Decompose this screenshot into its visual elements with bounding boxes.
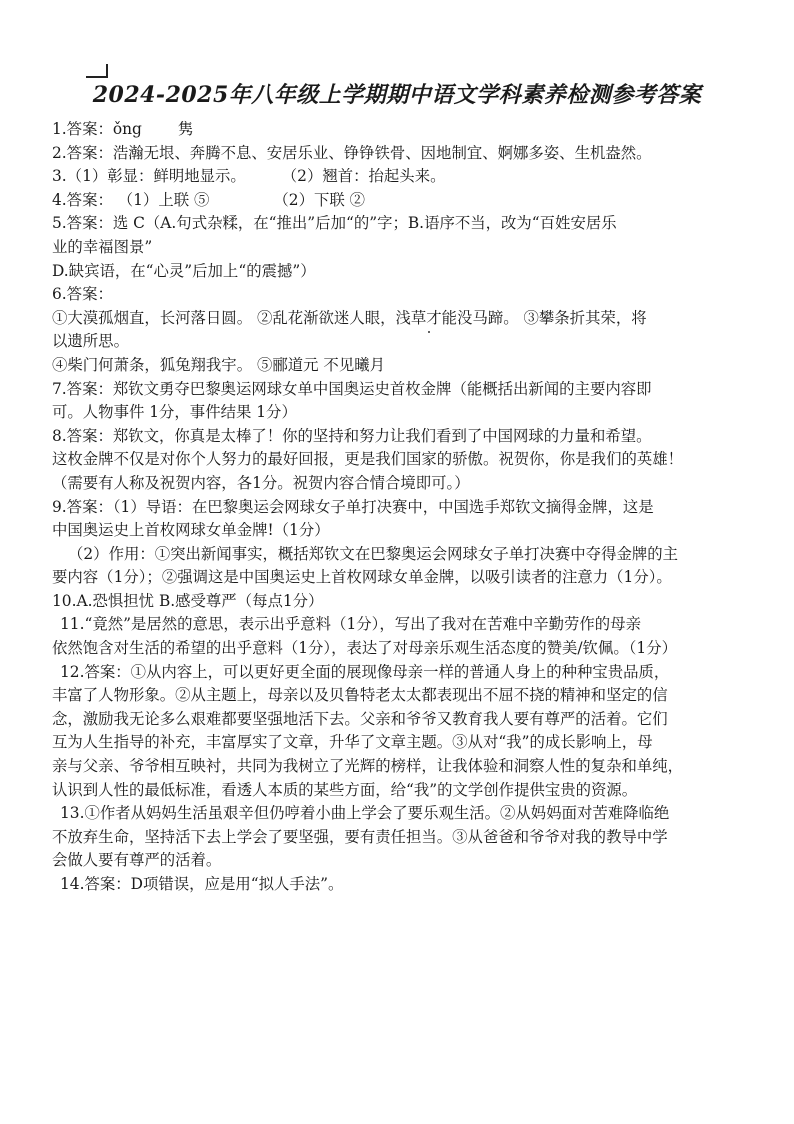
answer-line: 12.答案：①从内容上，可以更好更全面的展现像母亲一样的普通人身上的种种宝贵品质，	[60, 662, 670, 681]
answer-line: 认识到人性的最低标准，看透人本质的某些方面，给“我”的文学创作提供宝贵的资源。	[52, 780, 638, 799]
answer-line: 念，激励我无论多么艰难都要坚强地活下去。父亲和爷爷又教育我人要有尊严的活着。它们	[52, 709, 668, 728]
answer-line: 依然饱含对生活的希望的出乎意料（1分），表达了对母亲乐观生活态度的赞美/钦佩。（1分）	[52, 639, 677, 658]
answer-line: 13.①作者从妈妈生活虽艰辛但仍哼着小曲上学会了要乐观生活。②从妈妈面对苦难降临绝	[60, 804, 670, 823]
answer-line: 可。人物事件 1分，事件结果 1分）	[52, 403, 297, 422]
answer-line: 14.答案：D项错误，应是用“拟人手法”。	[60, 875, 344, 893]
answer-line: 会做人要有尊严的活着。	[52, 851, 222, 870]
answer-line: 11.“竟然”是居然的意思，表示出乎意料（1分），写出了我对在苦难中辛勤劳作的母亲	[60, 615, 641, 634]
answer-line: 亲与父亲、爷爷相互映衬，共同为我树立了光辉的榜样，让我体验和洞察人性的复杂和单纯，	[52, 757, 684, 776]
answer-line: 9.答案：（1）导语：在巴黎奥运会网球女子单打决赛中，中国选手郑钦文摘得金牌，这是	[52, 497, 654, 516]
answer-line: （需要有人称及祝贺内容，各1分。祝贺内容合情合境即可。）	[52, 473, 470, 492]
answer-line: 4.答案： （1）上联 ⑤ （2）下联 ②	[52, 190, 366, 209]
answer-line: 2.答案：浩瀚无垠、奔腾不息、安居乐业、铮铮铁骨、因地制宜、婀娜多姿、生机盎然。	[52, 143, 652, 162]
page-title: 2024-2025年八年级上学期期中语文学科素养检测参考答案	[92, 82, 702, 108]
answer-line: 6.答案：	[52, 285, 113, 304]
answer-line: 这枚金牌不仅是对你个人努力的最好回报，更是我们国家的骄傲。祝贺你，你是我们的英雄！	[52, 450, 684, 469]
answer-line: 8.答案：郑钦文，你真是太棒了！你的坚持和努力让我们看到了中国网球的力量和希望。	[52, 426, 652, 445]
corner-mark	[86, 64, 108, 78]
answer-line: 以遗所思。	[52, 332, 129, 351]
answer-line: （2）作用：①突出新闻事实，概括郑钦文在巴黎奥运会网球女子单打决赛中夺得金牌的主	[68, 544, 679, 563]
answer-line: 3.（1）彰显：鲜明地显示。 （2）翘首：抬起头来。	[52, 167, 446, 186]
answer-line: 丰富了人物形象。②从主题上，母亲以及贝鲁特老太太都表现出不屈不挠的精神和坚定的信	[52, 686, 668, 705]
answer-line: 业的幸福图景”	[52, 237, 153, 256]
answer-line: 不放弃生命，坚持活下去上学会了要坚强，要有责任担当。③从爸爸和爷爷对我的教导中学	[52, 827, 668, 846]
answer-line: ①大漠孤烟直，长河落日圆。 ②乱花渐欲迷人眼，浅草才能没马蹄。 ③攀条折其荣，将	[52, 308, 647, 327]
answer-line: D.缺宾语，在“心灵”后加上“的震撼”）	[52, 261, 316, 280]
answer-line: ④柴门何萧条，狐兔翔我宇。 ⑤郦道元 不见曦月	[52, 355, 385, 374]
answer-line: 10.A.恐惧担忧 B.感受尊严（每点1分）	[52, 591, 324, 610]
answer-line: 1.答案：ǒng 隽	[52, 120, 194, 138]
scan-speck	[428, 331, 430, 333]
answer-line: 中国奥运史上首枚网球女单金牌!（1分）	[52, 521, 330, 540]
answer-line: 互为人生指导的补充，丰富厚实了文章，升华了文章主题。③从对“我”的成长影响上，母	[52, 733, 653, 752]
answer-body	[52, 118, 752, 897]
answer-line: 5.答案：选 C（A.句式杂糅，在“推出”后加“的”字；B.语序不当，改为“百姓安居乐	[52, 214, 617, 233]
answer-line: 要内容（1分）；②强调这是中国奥运史上首枚网球女单金牌，以吸引读者的注意力（1分）。	[52, 568, 672, 587]
answer-line: 7.答案：郑钦文勇夺巴黎奥运网球女单中国奥运史首枚金牌（能概括出新闻的主要内容即	[52, 379, 652, 398]
